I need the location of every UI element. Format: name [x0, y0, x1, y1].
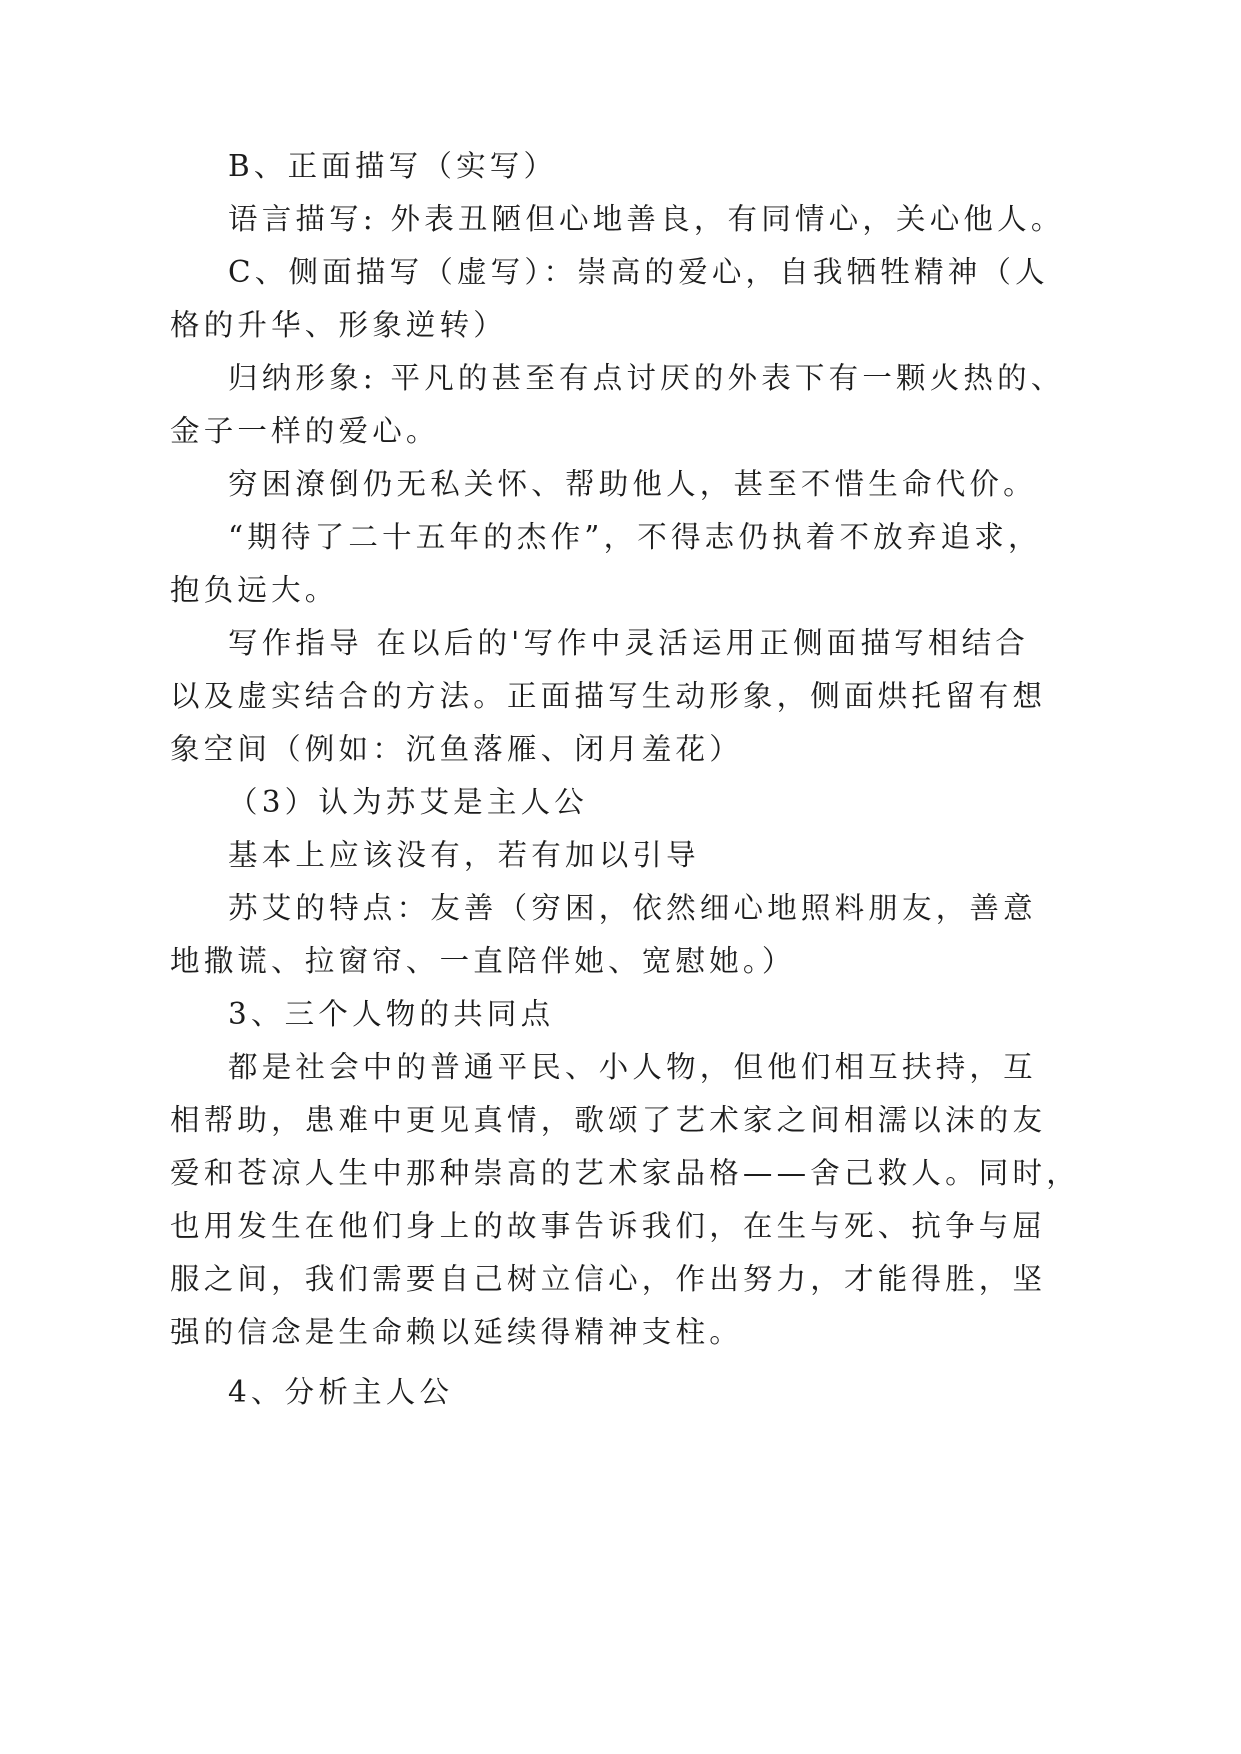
text-line: 3、三个人物的共同点	[228, 997, 555, 1031]
text-line: 基本上应该没有，若有加以引导	[228, 838, 700, 872]
text-line: 归纳形象: 平凡的甚至有点讨厌的外表下有一颗火热的、	[228, 361, 1065, 395]
text-line: 以及虚实结合的方法。正面描写生动形象，侧面烘托留有想	[170, 679, 1047, 713]
text-line: 抱负远大。	[170, 573, 339, 607]
text-line: C、侧面描写（虚写）：崇高的爱心，自我牺牲精神（人	[228, 255, 1049, 289]
text-line: 语言描写: 外表丑陋但心地善良，有同情心，关心他人。	[228, 202, 1065, 236]
text-line: 相帮助，患难中更见真情，歌颂了艺术家之间相濡以沫的友	[170, 1103, 1047, 1137]
text-line: 地撒谎、拉窗帘、一直陪伴她、宽慰她。）	[170, 944, 796, 978]
text-line: “期待了二十五年的杰作”，不得志仍执着不放弃追求，	[228, 520, 1042, 554]
text-line: 强的信念是生命赖以延续得精神支柱。	[170, 1315, 743, 1349]
text-line: 写作指导 在以后的'写作中灵活运用正侧面描写相结合	[228, 626, 1029, 660]
text-line: 象空间（例如：沉鱼落雁、闭月羞花）	[170, 732, 743, 766]
text-line: 服之间，我们需要自己树立信心，作出努力，才能得胜，坚	[170, 1262, 1047, 1296]
text-line: 金子一样的爱心。	[170, 414, 440, 448]
text-line: 都是社会中的普通平民、小人物，但他们相互扶持，互	[228, 1050, 1037, 1084]
text-line: 格的升华、形象逆转）	[170, 308, 508, 342]
text-line: B、正面描写（实写）	[228, 149, 558, 183]
text-line: 爱和苍凉人生中那种崇高的艺术家品格——舍己救人。同时，	[170, 1156, 1080, 1190]
text-line: 穷困潦倒仍无私关怀、帮助他人，甚至不惜生命代价。	[228, 467, 1037, 501]
text-line: 也用发生在他们身上的故事告诉我们，在生与死、抗争与屈	[170, 1209, 1047, 1243]
text-line: （3）认为苏艾是主人公	[228, 785, 588, 819]
text-line: 4、分析主人公	[228, 1375, 454, 1409]
text-line: 苏艾的特点：友善（穷困，依然细心地照料朋友，善意	[228, 891, 1037, 925]
